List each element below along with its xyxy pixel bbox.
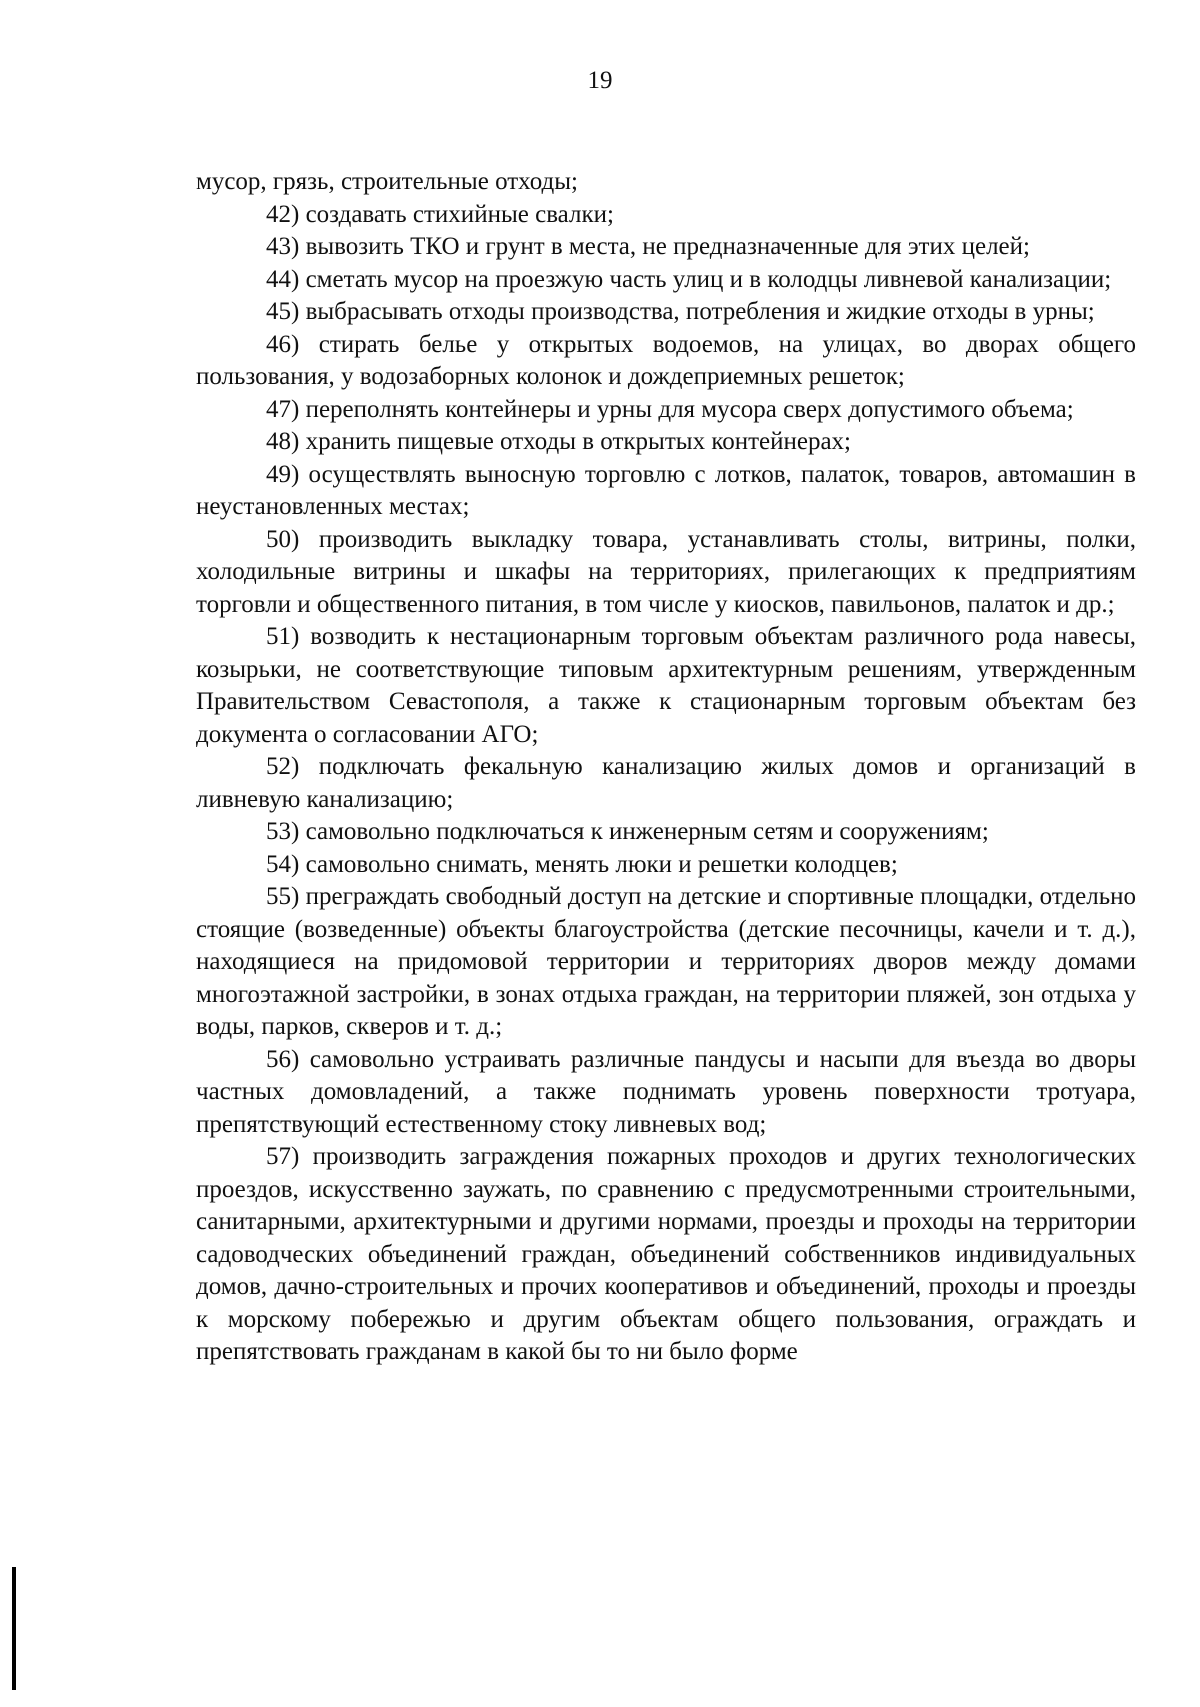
list-item-49: 49) осуществлять выносную торговлю с лотков, палаток, товаров, автомашин в неустановленных местах;	[196, 460, 1136, 520]
list-item-42: 42) создавать стихийные свалки;	[266, 200, 614, 228]
list-item-51: 51) возводить к нестационарным торговым объектам различного рода навесы, козырьки, не соответствующие типовым архитектурным решениям, утвержденным Правительством Севастополя, а также к стационарным торговым объектам без документа о согласовании АГО;	[196, 623, 1136, 748]
list-item-46: 46) стирать белье у открытых водоемов, на улицах, во дворах общего пользования, у водозаборных колонок и дождеприемных решеток;	[196, 330, 1136, 390]
page-number: 19	[587, 67, 613, 94]
list-item-55: 55) преграждать свободный доступ на детские и спортивные площадки, отдельно стоящие (возведенные) объекты благоустройства (детские песочницы, качели и т. д.), находящиеся на придомовой территории и территориях дворов между домами многоэтажной застройки, в зонах отдыха граждан, на территории пляжей, зон отдыха у воды, парков, скверов и т. д.;	[196, 883, 1136, 1040]
list-item-57: 57) производить заграждения пожарных проходов и других технологических проездов, искусственно заужать, по сравнению с предусмотренными строительными, санитарными, архитектурными и другими нормами, проезды и проходы на территории садоводческих объединений граждан, объединений собственников индивидуальных домов, дачно-строительных и прочих кооперативов и объединений, проходы и проезды к морскому побережью и другим объектам общего пользования, ограждать и препятствовать гражданам в какой бы то ни было форме	[196, 1143, 1136, 1365]
list-item-43: 43) вывозить ТКО и грунт в места, не предназначенные для этих целей;	[266, 233, 1030, 260]
list-item-44: 44) сметать мусор на проезжую часть улиц и в колодцы ливневой канализации;	[266, 265, 1112, 293]
list-item-47: 47) переполнять контейнеры и урны для мусора сверх допустимого объема;	[266, 395, 1074, 423]
paragraph-continuation: мусор, грязь, строительные отходы;	[196, 168, 578, 195]
list-item-52: 52) подключать фекальную канализацию жилых домов и организаций в ливневую канализацию;	[196, 753, 1136, 813]
list-item-45: 45) выбрасывать отходы производства, потребления и жидкие отходы в урны;	[266, 298, 1095, 325]
list-item-50: 50) производить выкладку товара, устанавливать столы, витрины, полки, холодильные витрины и шкафы на территориях, прилегающих к предприятиям торговли и общественного питания, в том числе у киосков, павильонов, палаток и др.;	[196, 525, 1136, 618]
list-item-48: 48) хранить пищевые отходы в открытых контейнерах;	[266, 428, 851, 455]
list-item-56: 56) самовольно устраивать различные пандусы и насыпи для въезда во дворы частных домовладений, а также поднимать уровень поверхности тротуара, препятствующий естественному стоку ливневых вод;	[196, 1045, 1136, 1138]
list-item-53: 53) самовольно подключаться к инженерным сетям и сооружениям;	[266, 818, 989, 845]
scan-margin-mark	[12, 1567, 16, 1690]
document-body	[196, 166, 1136, 1369]
list-item-54: 54) самовольно снимать, менять люки и решетки колодцев;	[266, 850, 898, 878]
